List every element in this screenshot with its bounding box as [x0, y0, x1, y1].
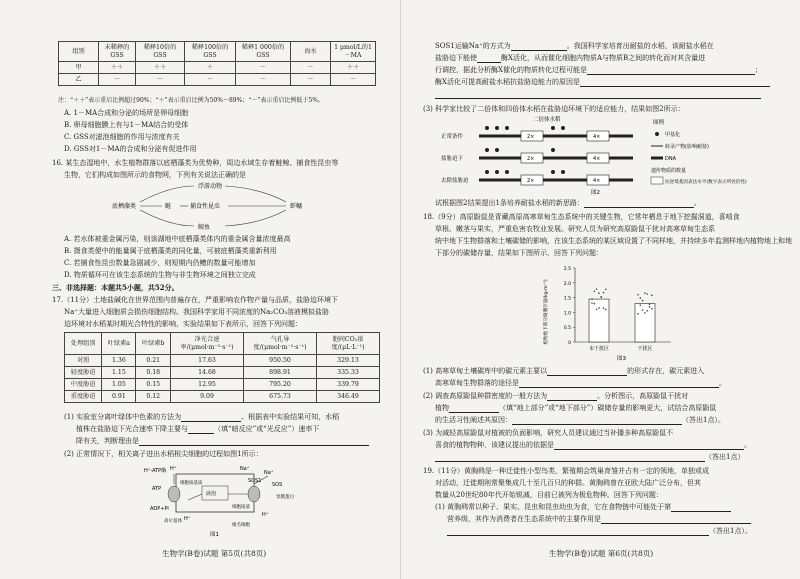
q18-1-line [435, 378, 726, 388]
q18-text: 。分析图示，高原鼢鼠干扰对 [597, 392, 689, 400]
answer-blank[interactable] [188, 425, 214, 434]
table-header-cell: 净光合速率/(μmol·m⁻²·s⁻¹) [171, 333, 244, 355]
chart-point [642, 309, 644, 311]
q19-1-line [447, 514, 751, 524]
q18-text: 。 [719, 379, 726, 387]
q17-1-text: （填“暗反应”或“光反应”）速率下 [214, 425, 320, 433]
q16-stem-line: 16. 某生态湿地中，水生植物群落以底栖藻类为优势种，周边水域生存着鲢鲸、捕食性昆虫等 [52, 159, 339, 167]
chart-y-tick-label: 1.0 [563, 311, 571, 317]
q17-text: 酶X活化，从而催化细胞内物质A与物质B之间的转化而对其含量进 [501, 54, 706, 62]
fig1-label: H⁺ [170, 466, 177, 472]
salt-stress-table [64, 332, 380, 403]
q16-option-d: D. 物质循环可在该生态系统的生物与非生物环境之间独立完成 [64, 271, 256, 279]
q19-stem-line: 数量从20世纪80年代开始锐减，目前已被列为极危物种。回答下列问题： [435, 491, 663, 499]
q19-text: （答出1点）。 [709, 527, 752, 535]
q18-2-line [423, 391, 688, 401]
table-cell: 950.50 [244, 355, 317, 367]
fig1-label: 细胞质基 [232, 505, 250, 510]
fig1-label: H⁺-ATP酶 [144, 468, 167, 474]
figure2-caption: 图2 [591, 190, 600, 196]
table-cell: 329.13 [317, 355, 380, 367]
table-cell: 甲 [59, 62, 99, 74]
q17-1-line [76, 436, 369, 446]
answer-blank[interactable] [435, 453, 705, 462]
q18-text: 喜食的植物物种，该建议提出的依据是 [435, 441, 554, 449]
answer-blank[interactable] [139, 437, 369, 446]
table-cell: 1.36 [102, 355, 136, 367]
gss-table [58, 41, 376, 86]
table-header-cell: 处理组别 [65, 333, 102, 355]
fig2-row-normal [441, 131, 633, 141]
answer-blank[interactable] [601, 515, 751, 524]
chart-ylabel: 植物地下部分碳储存量(kg·m⁻²) [544, 279, 549, 345]
chart-x-label: 未干扰区 [588, 346, 610, 352]
food-web-diagram [110, 180, 330, 232]
chart-point [644, 312, 646, 314]
table-cell: 1.15 [102, 367, 136, 379]
fig2-row-stress [441, 153, 633, 163]
answer-blank[interactable] [447, 527, 709, 536]
chart-point [651, 308, 653, 310]
table-cell: 中度胁迫 [65, 379, 102, 391]
q17-text: 盐胁迫下能使 [435, 54, 477, 62]
table-header-row [59, 42, 376, 62]
table-row [65, 379, 380, 391]
q17-stem-line: 迫环境对水稻某时期光合特性的影响，实验结果如下表所示，回答下列问题： [64, 320, 302, 328]
q15-option-c: C. GSS对滤泡细胞的作用与浓度有关 [64, 133, 180, 141]
foodweb-node: 鲢 [165, 203, 172, 210]
fig2-box-label: 4× [593, 178, 601, 184]
table-cell: 0.15 [136, 379, 171, 391]
table-cell: － [236, 74, 291, 86]
table-cell: 795.20 [244, 379, 317, 391]
table-header-cell: 叶绿素b [136, 333, 171, 355]
q18-stem-line: 统中地下生物群落和土壤碳储的影响，在该生态系统的某区域设置了不同样地，并持续多年监测样地内植物地上和地 [435, 237, 792, 245]
table-cell: 17.63 [171, 355, 244, 367]
q19-stem-line: 对活动，迁徙期则常聚集成几十至几百只的种群。黄胸鹀曾在亚欧大陆广泛分布，但其 [435, 479, 701, 487]
gss-note: 注：“＋＋”表示重启比例超过90%；“＋”表示重启比例为50%～89%；“－”表示重启比例低于5%。 [58, 97, 324, 104]
atpase-protein [168, 486, 180, 502]
chart-point [646, 293, 648, 295]
chart-y-tick-label: 1.5 [563, 296, 571, 302]
answer-blank[interactable] [584, 199, 694, 208]
answer-blank[interactable] [477, 54, 501, 63]
foodweb-node: 浮游动物 [198, 183, 223, 190]
q18-text: 高寒草甸生物群落的途径是 [435, 379, 519, 387]
table-cell: 14.68 [171, 367, 244, 379]
q15-option-d: D. GSS对1－MA的合成和分泌有促进作用 [64, 145, 197, 153]
foodweb-top: 虾鳙 [290, 203, 303, 210]
answer-blank[interactable] [519, 379, 719, 388]
fig1-label: SOS1 [248, 478, 262, 484]
table-cell: 0.12 [136, 391, 171, 403]
table-cell: － [185, 74, 236, 86]
chart-point [591, 298, 593, 300]
q18-text: (1) 高寒草甸土壤碳库中的碳元素主要以 [423, 367, 548, 375]
q18-text: 的形式存在，碳元素进入 [627, 367, 705, 375]
q17-continued-line [435, 41, 714, 51]
table-cell: 0.18 [136, 367, 171, 379]
answer-blank[interactable] [580, 78, 770, 87]
table-cell: － [291, 74, 331, 86]
table-cell: 重度胁迫 [65, 391, 102, 403]
table-header-cell: 气孔导度/(μmol·m⁻²·s⁻¹) [244, 333, 317, 355]
chart-point [637, 313, 639, 315]
q17-continued-line [435, 65, 762, 75]
chart-point [591, 302, 593, 304]
q15-option-a: A. 1－MA合成和分泌的场所是卵母细胞 [64, 109, 189, 117]
foodweb-node: 捕食性昆虫 [190, 203, 221, 210]
table-header-cell: 稀释10倍的GSS [136, 42, 185, 62]
fig2-row-label: 去除盐胁迫 [441, 178, 469, 184]
answer-blank[interactable] [671, 503, 731, 512]
chart-y-tick-label: 0.5 [563, 326, 571, 332]
table-row [65, 391, 380, 403]
fig1-label: 细胞质基质 [180, 481, 203, 486]
table-cell: 675.73 [244, 391, 317, 403]
table-cell: 12.95 [171, 379, 244, 391]
q18-2-line [435, 403, 716, 413]
answer-blank[interactable] [587, 66, 755, 75]
table-cell: － [291, 62, 331, 74]
table-cell: 898.91 [244, 367, 317, 379]
fig1-label: 泵膜蛋白 [276, 495, 294, 500]
q17-text: 。我国科学家培育出耐盐的水稻，该耐盐水稻在 [566, 42, 714, 50]
q18-text: 的生活习性阐述其原因： [435, 416, 512, 424]
answer-blank[interactable] [435, 90, 761, 99]
chart-bar [589, 299, 609, 342]
q18-text: （填“地上部分”或“地下部分”）碳储存量的影响更大，试结合高原鼢鼠 [499, 404, 717, 412]
chart-point [605, 289, 607, 291]
q18-3-line [435, 452, 744, 462]
fig2-row-label: 正常条件 [441, 134, 464, 140]
chart-point [649, 303, 651, 305]
answer-blank[interactable] [547, 392, 597, 401]
q17-text: 。 [693, 199, 701, 207]
q18-text: (2) 调查高原鼢鼠种群密度的一般方法为 [423, 392, 548, 400]
fig1-label: Na⁺ [240, 466, 250, 472]
chart-point [642, 300, 644, 302]
q18-text: 植物 [435, 404, 449, 412]
fig1-label: Na⁺ [264, 470, 274, 476]
chart-bars [589, 288, 655, 342]
q19-stem-line: 19.（11分）黄胸鹀是一种迁徙性小型鸟类，繁殖期会筑巢育雏并占有一定的领地，单独或成 [423, 467, 710, 475]
table-cell: 1.05 [102, 379, 136, 391]
q18-text: (3) 为减轻高原鼢鼠对植被的负面影响，研究人员建议通过当补播多种高原鼢鼠不 [423, 429, 674, 437]
legend-title: 图例 [653, 120, 665, 126]
legend-box-icon [651, 177, 663, 184]
q17-text: 酶X活化可提高耐盐水稻抗盐胁迫能力的原因是 [435, 78, 580, 86]
q17-text: ； [754, 66, 762, 74]
chart-point [644, 292, 646, 294]
q18-stem-line: 下部分的碳储存量，结果如下图所示，回答下列问题： [435, 249, 603, 257]
q18-text: （答出1点）。 [682, 416, 725, 424]
q19-1-line [435, 502, 731, 512]
q17-2-line: (2) 正常情况下，相关离子进出水稻根尖细胞的过程如图1所示： [64, 450, 263, 458]
table-cell: 335.33 [317, 367, 380, 379]
foodweb-node: 鲸鱼 [198, 224, 211, 231]
chart-point [594, 303, 596, 305]
legend-methyl-icon [655, 132, 659, 136]
fig1-label: H⁺ [184, 516, 191, 522]
figure1-caption: 图1 [210, 532, 219, 538]
right-page [400, 0, 800, 579]
fig2-legend [651, 118, 747, 185]
sos1-protein [248, 486, 260, 502]
table-cell: － [331, 74, 376, 86]
table-header-cell: 叶绿素a [102, 333, 136, 355]
table-cell: 339.79 [317, 379, 380, 391]
table-cell: ＋ [185, 62, 236, 74]
q17-text: 行调控，据此分析酶X催化的物质转化过程可能是 [435, 66, 587, 74]
chart-point [603, 307, 605, 309]
q16-option-c: C. 若捕食性昆虫数量急剧减少，则短期内仍鳢的数量可能增加 [64, 259, 256, 267]
chart-point [637, 294, 639, 296]
answer-blank[interactable] [511, 42, 567, 51]
table-header-cell: 胞间CO₂浓度/(μL·L⁻¹) [317, 333, 380, 355]
q17-continued-line [435, 89, 761, 99]
chart-point [651, 295, 653, 297]
chart-point [640, 304, 642, 306]
q19-text: 营养级，其作为消费者在生态系统中的主要作用是 [447, 515, 601, 523]
fig2-box-label: 2× [527, 134, 535, 140]
chart-point [598, 292, 600, 294]
table-cell: 0.91 [102, 391, 136, 403]
q17-1-text: 。根据表中实验结果可知，水稻 [241, 413, 340, 421]
q18-stem-line: 18.（9分）高原鼢鼠是青藏高原高寒草甸生态系统中的关键生物，它常年栖息于地下挖掘洞道，喜啃食 [423, 213, 740, 221]
table-cell: ＋＋ [331, 62, 376, 74]
section-three-heading: 三、非选择题：本题共5小题，共52分。 [52, 283, 179, 292]
fig2-box-label: 4× [593, 134, 601, 140]
chart-x-labels [589, 345, 653, 352]
table-cell: 乙 [59, 74, 99, 86]
table-cell: － [99, 74, 136, 86]
q18-2-line [435, 415, 725, 425]
answer-blank[interactable] [547, 367, 627, 376]
fig1-label: 液泡 [206, 491, 217, 497]
table-cell: 9.09 [171, 391, 244, 403]
table-header-cell: 未稀释的GSS [99, 42, 136, 62]
answer-blank[interactable] [512, 416, 682, 425]
figure3-carbon-chart [541, 262, 691, 362]
page-footer: 生物学(B卷)试题 第5页(共8页) [162, 549, 267, 558]
chart-point [596, 309, 598, 311]
fig1-label: SOS [272, 482, 283, 488]
figure1-ion-diagram [144, 460, 294, 538]
table-row [59, 74, 376, 86]
q16-option-b: B. 摄食类便中的能量属于底栖藻类的同化量，可被底栖藻类重新利用 [64, 247, 277, 255]
q17-1-line [76, 424, 319, 434]
fig2-row-label: 盐胁迫下 [441, 156, 464, 162]
q17-stem-line: Na⁺大量进入细胞质会损伤细胞结构。我国科学家用不同浓度的Na₂CO₃溶液模拟盐胁 [64, 308, 329, 316]
table-header-cell: 稀释100倍的GSS [185, 42, 236, 62]
table-row [65, 355, 380, 367]
table-cell: ＋＋ [99, 62, 136, 74]
chart-point [603, 292, 605, 294]
table-cell: 0.21 [136, 355, 171, 367]
chart-point [600, 297, 602, 299]
legend-item: 遗传物质的数量 [651, 168, 687, 174]
q18-text: （答出1点） [705, 453, 745, 461]
q17-1-text: 植株在盐胁迫下光合速率下降主要与 [76, 425, 188, 433]
chart-y-tick-label: 0 [568, 341, 571, 346]
q17-text: SOS1运输Na⁺的方式为 [435, 42, 511, 50]
table-cell: 346.49 [317, 391, 380, 403]
q17-3-line: (3) 科学家比较了二倍体和四倍体水稻在盐胁迫环境下的适应能力，结果如图2所示： [423, 105, 685, 113]
q19-1-line [447, 526, 752, 536]
q17-continued-line [435, 77, 770, 87]
chart-point [646, 310, 648, 312]
q16-stem-line: 生物，它们构成如图所示的食物网，下列有关说法正确的是 [64, 171, 246, 179]
answer-blank[interactable] [181, 413, 241, 422]
table-header-row [65, 333, 380, 355]
chart-point [598, 307, 600, 309]
table-row [65, 367, 380, 379]
chart-x-label: 干扰区 [637, 346, 653, 352]
q15-option-b: B. 卵母细胞膜上有与1－MA结合的受体 [64, 121, 189, 129]
chart-point [649, 306, 651, 308]
table-cell: 轻度胁迫 [65, 367, 102, 379]
fig2-box-label: 2× [527, 178, 535, 184]
table-cell: － [136, 74, 185, 86]
fig2-box-label: 2× [527, 156, 535, 162]
figure2-polyploid-diagram [441, 114, 771, 196]
chart-point [594, 291, 596, 293]
chart-point [596, 288, 598, 290]
legend-item: DNA [665, 156, 677, 162]
page-footer: 生物学(B卷)试题 第6页(共8页) [549, 549, 654, 558]
table-cell: － [236, 62, 291, 74]
q17-3-tail [435, 198, 701, 208]
answer-blank[interactable] [449, 404, 499, 413]
table-cell: 对照 [65, 355, 102, 367]
table-row [59, 62, 376, 74]
q16-option-a: A. 若水体被重金属污染，则该湖地中底栖藻类体内的重金属含量浓度最高 [64, 235, 291, 243]
fig1-label: H⁺ [262, 512, 269, 518]
chart-point [640, 297, 642, 299]
fig1-label: ADP+Pi [150, 506, 169, 512]
figure3-caption: 图3 [617, 356, 626, 362]
fig1-label: 根毛细胞 [232, 523, 250, 528]
fig2-column-title: 二倍体水稻 [533, 117, 561, 123]
table-header-cell: 海水 [291, 42, 331, 62]
fig2-row-removed [441, 175, 633, 185]
q17-text: 试根据图2结果提出1条培养耐盐水稻的新思路： [435, 199, 584, 207]
legend-item: 转录产物(影响耐盐) [665, 144, 709, 150]
fig2-box-label: 4× [593, 156, 601, 162]
chart-y-tick-label: 2.5 [563, 267, 571, 272]
answer-blank[interactable] [554, 441, 744, 450]
q17-stem-line: 17.（11分）土地盐碱化在世界范围内普遍存在，严重影响农作物产量与品质，盐胁迫环境下 [52, 296, 339, 304]
table-cell: ＋＋ [136, 62, 185, 74]
chart-y-tick-label: 2.0 [563, 281, 571, 287]
foodweb-producer: 底栖藻类 [112, 203, 137, 210]
table-header-cell: 组别 [59, 42, 99, 62]
q18-1-line [423, 366, 704, 376]
q17-1-line [64, 412, 339, 422]
q17-1-text: 降有关，判断理由是 [76, 437, 139, 445]
fig1-label: 高尔基体 [164, 519, 182, 524]
table-header-cell: 稀释1 000倍的GSS [236, 42, 291, 62]
chart-point [605, 309, 607, 311]
q17-continued-line [435, 53, 705, 63]
legend-item: 甲基化 [665, 132, 681, 138]
q18-stem-line: 草根、嫩茎与果实，严重危害农牧业发展。研究人员为研究高原鼢鼠干扰对高寒草甸生态系 [435, 225, 715, 233]
legend-item: 抗逆境基因表达水平(数字表示所处倍性) [665, 180, 747, 185]
q18-text: 。 [744, 441, 751, 449]
q18-3-line [423, 428, 673, 438]
q17-1-text: (1) 实验室分离叶绿体中色素的方法为 [64, 413, 182, 421]
q19-text: (1) 黄胸鹀常以种子、果实、昆虫和昆虫幼虫为食，它在食物链中可能处于第 [435, 503, 672, 511]
chart-y-ticks [564, 266, 575, 346]
table-header-cell: 1 μmol/L的1－MA [331, 42, 376, 62]
fig1-label: ATP [152, 486, 162, 492]
q18-3-line [435, 440, 751, 450]
